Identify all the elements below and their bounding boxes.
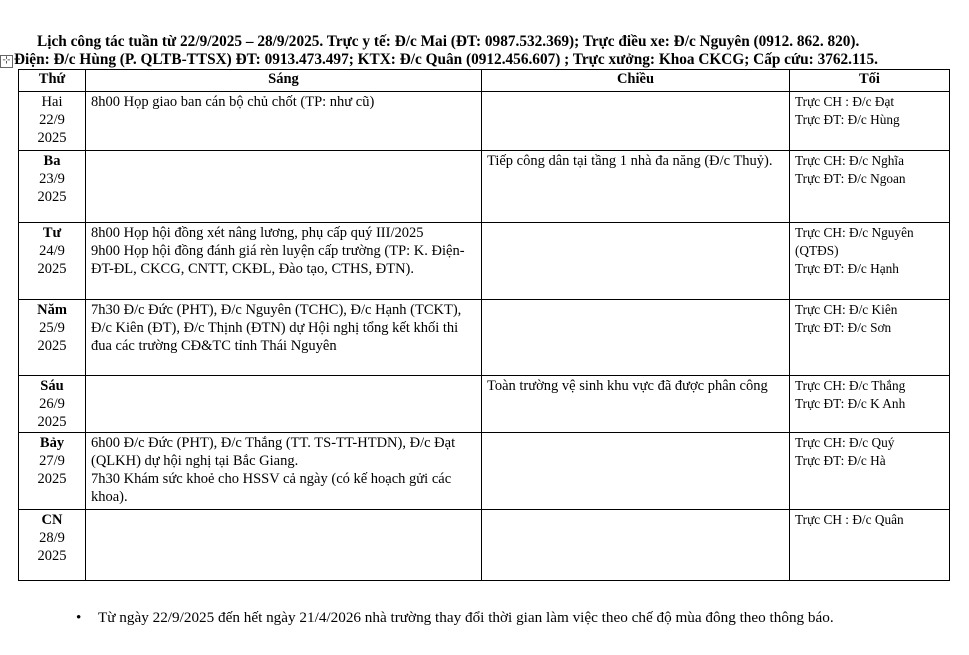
afternoon-cell [482, 151, 790, 223]
day-year: 2025 [37, 130, 67, 146]
col-header-day: Thứ [19, 70, 86, 92]
table-row [19, 510, 950, 581]
evening-cell [790, 376, 950, 433]
evening-cell [790, 510, 950, 581]
afternoon-cell [482, 223, 790, 300]
day-date: 24/9 [39, 243, 65, 259]
morning-cell [86, 223, 482, 300]
morning-cell [86, 510, 482, 581]
evening-entry: Trực CH: Đ/c Nghĩa [795, 153, 905, 168]
day-name: CN [41, 512, 63, 528]
evening-entry: Trực ĐT: Đ/c Ngoan [795, 171, 906, 186]
header-line-2 [0, 50, 878, 69]
table-row [19, 223, 950, 300]
evening-cell [790, 92, 950, 151]
morning-cell [86, 300, 482, 376]
morning-entry: 8h00 Họp hội đồng xét nâng lương, phụ cấp quý III/2025 [91, 225, 424, 241]
table-row [19, 92, 950, 151]
header-line-2-text: Điện: Đ/c Hùng (P. QLTB-TTSX) ĐT: 0913.473.497; KTX: Đ/c Quân (0912.456.607) ; Trực xưởng: Khoa CKCG; Cấp cứu: 3762.115. [14, 51, 878, 68]
day-date: 27/9 [39, 453, 65, 469]
table-header-row [19, 70, 950, 92]
evening-entry: Trực ĐT: Đ/c Hùng [795, 112, 900, 127]
afternoon-cell [482, 433, 790, 510]
table-row [19, 376, 950, 433]
afternoon-cell [482, 92, 790, 151]
morning-cell [86, 433, 482, 510]
morning-cell [86, 376, 482, 433]
table-move-handle-icon[interactable]: ⊹ [0, 55, 13, 68]
day-date: 23/9 [39, 171, 65, 187]
day-cell [19, 300, 86, 376]
day-year: 2025 [37, 414, 67, 430]
morning-entry: 9h00 Họp hội đồng đánh giá rèn luyện cấp trường (TP: K. Điện-ĐT-ĐL, CKCG, CNTT, CKĐL, Đào tạo, CTHS, ĐTN). [91, 243, 465, 277]
table-row [19, 433, 950, 510]
day-date: 25/9 [39, 320, 65, 336]
evening-cell [790, 300, 950, 376]
morning-entry: 7h30 Đ/c Đức (PHT), Đ/c Nguyên (TCHC), Đ/c Hạnh (TCKT), Đ/c Kiên (ĐT), Đ/c Thịnh (ĐTN) dự Hội nghị tổng kết khối thi đua các trường CĐ&TC tỉnh Thái Nguyên [91, 302, 462, 354]
evening-entry: Trực CH : Đ/c Đạt [795, 94, 895, 109]
day-year: 2025 [37, 338, 67, 354]
evening-cell [790, 151, 950, 223]
day-year: 2025 [37, 261, 67, 277]
day-name: Bảy [39, 435, 65, 451]
evening-entry: Trực ĐT: Đ/c K Anh [795, 396, 906, 411]
day-cell [19, 151, 86, 223]
table-row [19, 151, 950, 223]
col-header-evening: Tối [790, 70, 950, 92]
bullet-icon: • [76, 609, 82, 626]
afternoon-cell [482, 510, 790, 581]
footnote-text: Từ ngày 22/9/2025 đến hết ngày 21/4/2026 nhà trường thay đổi thời gian làm việc theo chế độ mùa đông theo thông báo. [98, 609, 834, 626]
day-cell [19, 510, 86, 581]
morning-entry: 8h00 Họp giao ban cán bộ chủ chốt (TP: như cũ) [91, 94, 375, 110]
day-name: Sáu [40, 378, 64, 394]
day-cell [19, 92, 86, 151]
evening-entry: Trực CH: Đ/c Quý [795, 435, 895, 450]
day-date: 26/9 [39, 396, 65, 412]
col-header-morning: Sáng [86, 70, 482, 92]
morning-cell [86, 92, 482, 151]
afternoon-cell [482, 300, 790, 376]
day-name: Năm [37, 302, 67, 318]
day-date: 28/9 [39, 530, 65, 546]
weekly-schedule-table [18, 69, 950, 581]
day-cell [19, 376, 86, 433]
evening-entry: Trực CH: Đ/c Nguyên (QTĐS) [795, 225, 914, 258]
afternoon-entry: Toàn trường vệ sinh khu vực đã được phân công [487, 378, 768, 394]
table-row [19, 300, 950, 376]
evening-entry: Trực CH : Đ/c Quân [795, 512, 904, 527]
evening-cell [790, 223, 950, 300]
evening-entry: Trực ĐT: Đ/c Sơn [795, 320, 892, 335]
col-header-afternoon: Chiều [482, 70, 790, 92]
header-line-1: Lịch công tác tuần từ 22/9/2025 – 28/9/2025. Trực y tế: Đ/c Mai (ĐT: 0987.532.369); Trực điều xe: Đ/c Nguyên (0912. 862. 820). [37, 33, 860, 50]
day-cell [19, 223, 86, 300]
day-name: Hai [41, 94, 63, 110]
day-name: Tư [42, 225, 62, 241]
day-name: Ba [43, 153, 61, 169]
morning-entry: 7h30 Khám sức khoẻ cho HSSV cả ngày (có kế hoạch gửi các khoa). [91, 471, 452, 505]
footnote [76, 608, 834, 628]
day-year: 2025 [37, 189, 67, 205]
evening-entry: Trực ĐT: Đ/c Hạnh [795, 261, 899, 276]
day-year: 2025 [37, 471, 67, 487]
evening-entry: Trực CH: Đ/c Thắng [795, 378, 906, 393]
afternoon-entry: Tiếp công dân tại tầng 1 nhà đa năng (Đ/c Thuỷ). [487, 153, 773, 169]
evening-entry: Trực CH: Đ/c Kiên [795, 302, 898, 317]
day-date: 22/9 [39, 112, 65, 128]
morning-cell [86, 151, 482, 223]
evening-cell [790, 433, 950, 510]
day-year: 2025 [37, 548, 67, 564]
afternoon-cell [482, 376, 790, 433]
evening-entry: Trực ĐT: Đ/c Hà [795, 453, 886, 468]
day-cell [19, 433, 86, 510]
morning-entry: 6h00 Đ/c Đức (PHT), Đ/c Thắng (TT. TS-TT-HTDN), Đ/c Đạt (QLKH) dự hội nghị tại Bắc Giang. [91, 435, 456, 469]
